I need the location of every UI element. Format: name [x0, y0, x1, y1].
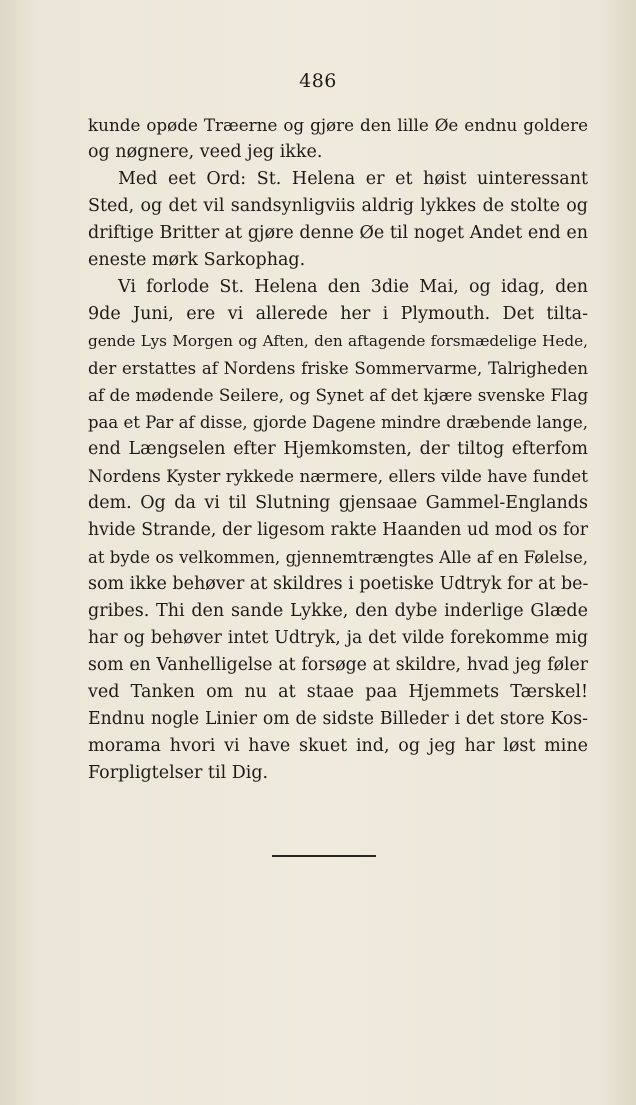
text-line: gribes. Thi den sande Lykke, den dybe inderlige Glæde [88, 601, 588, 621]
text-line: Forpligtelser til Dig. [88, 763, 269, 783]
body-text [88, 112, 588, 787]
text-line: 9de Juni, ere vi allerede her i Plymouth. Det tilta- [88, 304, 588, 324]
text-line: Nordens Kyster rykkede nærmere, ellers vilde have fundet [88, 466, 588, 486]
text-line: at byde os velkommen, gjennemtrængtes Alle af en Følelse, [88, 548, 588, 567]
text-line: dem. Og da vi til Slutning gjensaae Gammel-Englands [88, 493, 588, 513]
text-line: og nøgnere, veed jeg ikke. [88, 142, 323, 162]
text-line: Endnu nogle Linier om de sidste Billeder i det store Kos- [88, 709, 588, 729]
text-line: der erstattes af Nordens friske Sommervarme, Talrigheden [88, 359, 588, 378]
text-line: morama hvori vi have skuet ind, og jeg har løst mine [88, 736, 588, 756]
text-line: hvide Strande, der ligesom rakte Haanden ud mod os for [88, 520, 588, 540]
text-line: eneste mørk Sarkophag. [88, 250, 306, 270]
text-line: gende Lys Morgen og Aften, den aftagende forsmædelige Hede, [88, 332, 588, 350]
text-line: paa et Par af disse, gjorde Dagene mindre dræbende lange, [88, 413, 588, 432]
text-line: kunde opøde Træerne og gjøre den lille Øe endnu goldere [88, 115, 588, 135]
text-line: end Længselen efter Hjemkomsten, der tiltog efterfom [88, 439, 588, 459]
text-line: som en Vanhelligelse at forsøge at skildre, hvad jeg føler [88, 655, 588, 675]
text-line: Sted, og det vil sandsynligviis aldrig lykkes de stolte og [88, 196, 588, 216]
text-line: som ikke behøver at skildres i poetiske Udtryk for at be- [88, 574, 589, 594]
text-line: ved Tanken om nu at staae paa Hjemmets Tærskel! [88, 682, 588, 702]
text-line: Vi forlode St. Helena den 3die Mai, og idag, den [118, 277, 588, 297]
page-number: 486 [299, 70, 337, 92]
section-divider [272, 855, 376, 857]
text-line: har og behøver intet Udtryk, ja det vilde forekomme mig [88, 628, 588, 648]
text-line: driftige Britter at gjøre denne Øe til noget Andet end en [88, 223, 588, 243]
text-line: af de mødende Seilere, og Synet af det kjære svenske Flag [88, 385, 589, 405]
text-line: Med eet Ord: St. Helena er et høist uinteressant [118, 169, 588, 189]
